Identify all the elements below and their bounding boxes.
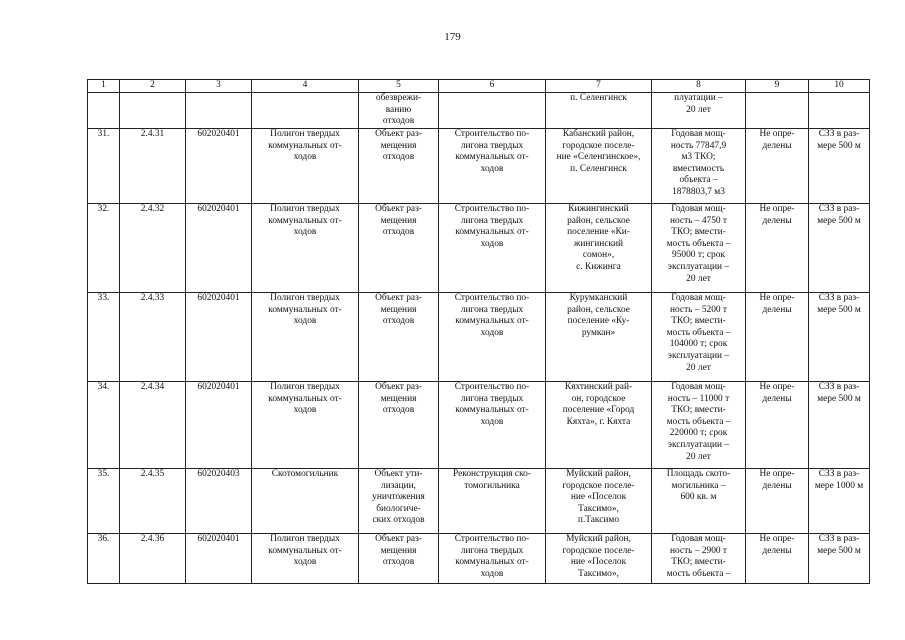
cell-location bbox=[546, 93, 652, 129]
cell-text: Полигон твердых коммунальных от- ходов bbox=[268, 382, 342, 416]
cell-text: Строительство по- лигона твердых коммунальных от- ходов bbox=[454, 534, 530, 579]
column-number: 2 bbox=[120, 80, 186, 93]
table-row bbox=[88, 129, 870, 204]
cell-zone bbox=[809, 129, 870, 204]
cell-text: 32. bbox=[97, 204, 110, 214]
cell-action bbox=[439, 129, 546, 204]
cell-zone bbox=[809, 534, 870, 584]
cell-row-number bbox=[88, 534, 120, 584]
cell-type-code bbox=[186, 469, 252, 534]
cell-text: Не опре- делены bbox=[759, 129, 795, 151]
cell-zone bbox=[809, 204, 870, 293]
cell-text: Объект раз- мещения отходов bbox=[375, 382, 422, 416]
cell-text: Полигон твердых коммунальных от- ходов bbox=[268, 534, 342, 568]
column-number: 3 bbox=[186, 80, 252, 93]
cell-text: 34. bbox=[97, 382, 110, 392]
cell-row-number bbox=[88, 469, 120, 534]
table-row bbox=[88, 469, 870, 534]
cell-code bbox=[120, 382, 186, 469]
cell-text: Объект раз- мещения отходов bbox=[375, 534, 422, 568]
cell-code bbox=[120, 204, 186, 293]
cell-text: СЗЗ в раз- мере 500 м bbox=[817, 534, 861, 556]
cell-purpose bbox=[359, 469, 439, 534]
cell-text: СЗЗ в раз- мере 1000 м bbox=[814, 469, 864, 491]
cell-text: 33. bbox=[97, 293, 110, 303]
column-number: 6 bbox=[439, 80, 546, 93]
cell-deadline bbox=[746, 534, 809, 584]
cell-characteristics bbox=[652, 293, 746, 382]
cell-text: СЗЗ в раз- мере 500 м bbox=[817, 382, 861, 404]
table-body bbox=[88, 93, 870, 584]
cell-text: Кабанский район, городское поселе- ние «Селенгинское», п. Селенгинск bbox=[556, 129, 641, 174]
cell-text: Не опре- делены bbox=[759, 204, 795, 226]
cell-text: СЗЗ в раз- мере 500 м bbox=[817, 129, 861, 151]
cell-text: Строительство по- лигона твердых коммунальных от- ходов bbox=[454, 129, 530, 174]
cell-purpose bbox=[359, 293, 439, 382]
cell-text: Годовая мощ- ность – 2900 т ТКО; вмести- мость объекта – bbox=[666, 534, 731, 579]
cell-text: Строительство по- лигона твердых коммунальных от- ходов bbox=[454, 204, 530, 249]
cell-text: 602020403 bbox=[197, 469, 240, 479]
cell-purpose bbox=[359, 129, 439, 204]
cell-text: 2.4.36 bbox=[140, 534, 165, 544]
cell-code bbox=[120, 534, 186, 584]
cell-object-name bbox=[252, 93, 359, 129]
cell-action bbox=[439, 204, 546, 293]
cell-text: Строительство по- лигона твердых коммунальных от- ходов bbox=[454, 293, 530, 338]
cell-text: Объект раз- мещения отходов bbox=[375, 129, 422, 163]
cell-text: Строительство по- лигона твердых коммунальных от- ходов bbox=[454, 382, 530, 427]
cell-text: Не опре- делены bbox=[759, 534, 795, 556]
cell-deadline bbox=[746, 129, 809, 204]
cell-text: 602020401 bbox=[197, 129, 240, 139]
cell-object-name bbox=[252, 293, 359, 382]
cell-text: Объект раз- мещения отходов bbox=[375, 204, 422, 238]
cell-text: Муйский район, городское поселе- ние «Поселок Таксимо», bbox=[562, 534, 635, 579]
column-number: 7 bbox=[546, 80, 652, 93]
cell-text: 2.4.33 bbox=[140, 293, 165, 303]
cell-type-code bbox=[186, 129, 252, 204]
cell-location bbox=[546, 293, 652, 382]
cell-text: Кижингинский район, сельское поселение «Ки- жингинский сомон», с. Кижинга bbox=[567, 204, 630, 272]
cell-type-code bbox=[186, 534, 252, 584]
cell-characteristics bbox=[652, 204, 746, 293]
table-row bbox=[88, 534, 870, 584]
cell-text: Полигон твердых коммунальных от- ходов bbox=[268, 293, 342, 327]
cell-row-number bbox=[88, 293, 120, 382]
cell-action bbox=[439, 534, 546, 584]
cell-text: Годовая мощ- ность 77847,9 м3 ТКО; вместимость объекта – 1878803,7 м3 bbox=[670, 129, 727, 197]
cell-type-code bbox=[186, 204, 252, 293]
cell-text: 2.4.32 bbox=[140, 204, 165, 214]
table-row bbox=[88, 204, 870, 293]
cell-object-name bbox=[252, 534, 359, 584]
cell-row-number bbox=[88, 129, 120, 204]
cell-location bbox=[546, 534, 652, 584]
cell-object-name bbox=[252, 204, 359, 293]
cell-deadline bbox=[746, 93, 809, 129]
cell-text: Реконструкция ско- томогильника bbox=[453, 469, 531, 491]
cell-text: Кяхтинский рай- он, городское поселение «Город Кяхта», г. Кяхта bbox=[562, 382, 635, 427]
column-number: 10 bbox=[809, 80, 870, 93]
cell-code bbox=[120, 293, 186, 382]
cell-text: Не опре- делены bbox=[759, 382, 795, 404]
table-header bbox=[88, 80, 870, 93]
cell-text: СЗЗ в раз- мере 500 м bbox=[817, 204, 861, 226]
cell-purpose bbox=[359, 534, 439, 584]
cell-text: 2.4.31 bbox=[140, 129, 165, 139]
objects-table bbox=[87, 79, 870, 584]
cell-text: Площадь ското- могильника – 600 кв. м bbox=[666, 469, 731, 503]
cell-text: Годовая мощ- ность – 4750 т ТКО; вмести- мость объекта – 95000 т; срок эксплуатации – 20 лет bbox=[666, 204, 731, 284]
column-number: 9 bbox=[746, 80, 809, 93]
cell-purpose bbox=[359, 93, 439, 129]
cell-purpose bbox=[359, 382, 439, 469]
cell-action bbox=[439, 382, 546, 469]
cell-text: п. Селенгинск bbox=[570, 93, 627, 103]
table-row-continuation bbox=[88, 93, 870, 129]
cell-row-number bbox=[88, 93, 120, 129]
cell-text: 31. bbox=[97, 129, 110, 139]
cell-text: 35. bbox=[97, 469, 110, 479]
cell-text: 602020401 bbox=[197, 204, 240, 214]
cell-deadline bbox=[746, 382, 809, 469]
cell-text: 602020401 bbox=[197, 534, 240, 544]
table-row bbox=[88, 293, 870, 382]
cell-text: Полигон твердых коммунальных от- ходов bbox=[268, 204, 342, 238]
cell-code bbox=[120, 93, 186, 129]
cell-text: обезврежи- ванию отходов bbox=[375, 93, 422, 127]
column-number: 8 bbox=[652, 80, 746, 93]
cell-object-name bbox=[252, 469, 359, 534]
cell-location bbox=[546, 129, 652, 204]
cell-characteristics bbox=[652, 382, 746, 469]
cell-text: Годовая мощ- ность – 11000 т ТКО; вмести- мость объекта – 220000 т; срок эксплуатации – 20 лет bbox=[666, 382, 731, 462]
cell-type-code bbox=[186, 382, 252, 469]
cell-text: Скотомогильник bbox=[271, 469, 339, 479]
column-number-row bbox=[88, 80, 870, 93]
cell-text: СЗЗ в раз- мере 500 м bbox=[817, 293, 861, 315]
table-row bbox=[88, 382, 870, 469]
cell-text: Муйский район, городское поселе- ние «Поселок Таксимо», п.Таксимо bbox=[562, 469, 635, 526]
cell-text: 602020401 bbox=[197, 293, 240, 303]
cell-purpose bbox=[359, 204, 439, 293]
cell-deadline bbox=[746, 469, 809, 534]
cell-text: Не опре- делены bbox=[759, 469, 795, 491]
cell-action bbox=[439, 469, 546, 534]
cell-location bbox=[546, 204, 652, 293]
cell-zone bbox=[809, 93, 870, 129]
cell-zone bbox=[809, 469, 870, 534]
cell-text: Не опре- делены bbox=[759, 293, 795, 315]
cell-deadline bbox=[746, 293, 809, 382]
cell-type-code bbox=[186, 93, 252, 129]
cell-characteristics bbox=[652, 93, 746, 129]
cell-text: Полигон твердых коммунальных от- ходов bbox=[268, 129, 342, 163]
cell-text: Годовая мощ- ность – 5200 т ТКО; вмести- мость объекта – 104000 т; срок эксплуатации – 20 лет bbox=[666, 293, 731, 373]
cell-text: 602020401 bbox=[197, 382, 240, 392]
cell-row-number bbox=[88, 204, 120, 293]
cell-text: 2.4.35 bbox=[140, 469, 165, 479]
cell-characteristics bbox=[652, 469, 746, 534]
cell-characteristics bbox=[652, 129, 746, 204]
cell-action bbox=[439, 293, 546, 382]
cell-zone bbox=[809, 382, 870, 469]
column-number: 5 bbox=[359, 80, 439, 93]
page-number: 179 bbox=[444, 31, 461, 43]
cell-deadline bbox=[746, 204, 809, 293]
cell-text: Объект ути- лизации, уничтожения биологиче- ских отходов bbox=[372, 469, 425, 526]
cell-object-name bbox=[252, 129, 359, 204]
column-number: 1 bbox=[88, 80, 120, 93]
cell-characteristics bbox=[652, 534, 746, 584]
cell-text: 2.4.34 bbox=[140, 382, 165, 392]
cell-text: плуатации – 20 лет bbox=[674, 93, 723, 115]
cell-type-code bbox=[186, 293, 252, 382]
cell-text: Объект раз- мещения отходов bbox=[375, 293, 422, 327]
column-number: 4 bbox=[252, 80, 359, 93]
cell-zone bbox=[809, 293, 870, 382]
cell-text: Курумканский район, сельское поселение «Ку- румкан» bbox=[567, 293, 630, 338]
cell-location bbox=[546, 469, 652, 534]
cell-object-name bbox=[252, 382, 359, 469]
cell-action bbox=[439, 93, 546, 129]
cell-code bbox=[120, 129, 186, 204]
cell-code bbox=[120, 469, 186, 534]
cell-row-number bbox=[88, 382, 120, 469]
cell-location bbox=[546, 382, 652, 469]
cell-text: 36. bbox=[97, 534, 110, 544]
